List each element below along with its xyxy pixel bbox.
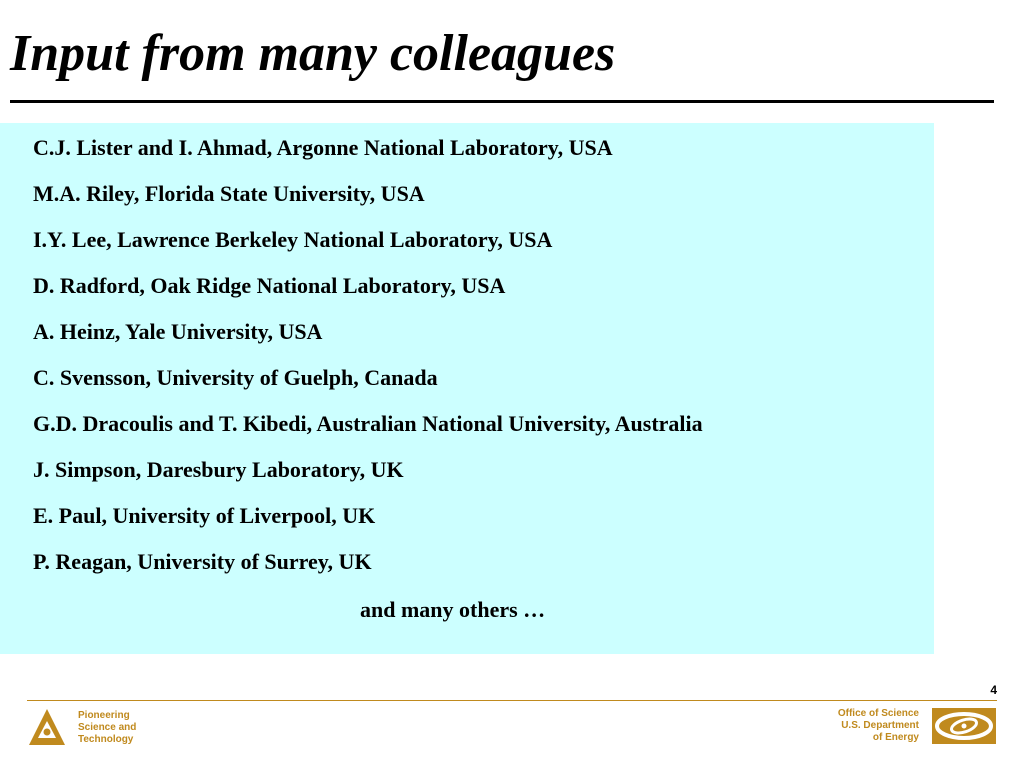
footer-divider [27, 700, 997, 701]
colleague-item: G.D. Dracoulis and T. Kibedi, Australian National University, Australia [33, 411, 703, 436]
anl-tagline-line: Technology [78, 734, 134, 745]
colleague-item: I.Y. Lee, Lawrence Berkeley National Laboratory, USA [33, 227, 553, 252]
page-number: 4 [990, 683, 997, 697]
colleague-item: J. Simpson, Daresbury Laboratory, UK [33, 457, 404, 482]
colleague-item: C. Svensson, University of Guelph, Canada [33, 365, 438, 390]
colleague-item: P. Reagan, University of Surrey, UK [33, 549, 372, 574]
colleagues-panel [0, 123, 934, 654]
title-divider [10, 100, 994, 103]
slide-title: Input from many colleagues [10, 25, 616, 82]
colleague-item: A. Heinz, Yale University, USA [33, 319, 323, 344]
doe-label-line: U.S. Department [841, 720, 919, 731]
anl-tagline-line: Science and [78, 722, 137, 733]
doe-office-label [838, 708, 919, 744]
doe-label-line: Office of Science [837, 708, 919, 719]
anl-tagline-line: Pioneering [78, 710, 130, 721]
closing-note: and many others … [360, 597, 546, 622]
doe-label-line: of Energy [872, 732, 919, 743]
colleague-item: E. Paul, University of Liverpool, UK [33, 503, 376, 528]
colleague-item: D. Radford, Oak Ridge National Laboratory, USA [33, 273, 506, 298]
argonne-logo-icon [27, 707, 67, 747]
doe-logo-icon [932, 708, 996, 744]
colleague-item: C.J. Lister and I. Ahmad, Argonne National Laboratory, USA [33, 135, 613, 160]
colleague-item: M.A. Riley, Florida State University, USA [33, 181, 425, 206]
anl-tagline [78, 710, 136, 746]
